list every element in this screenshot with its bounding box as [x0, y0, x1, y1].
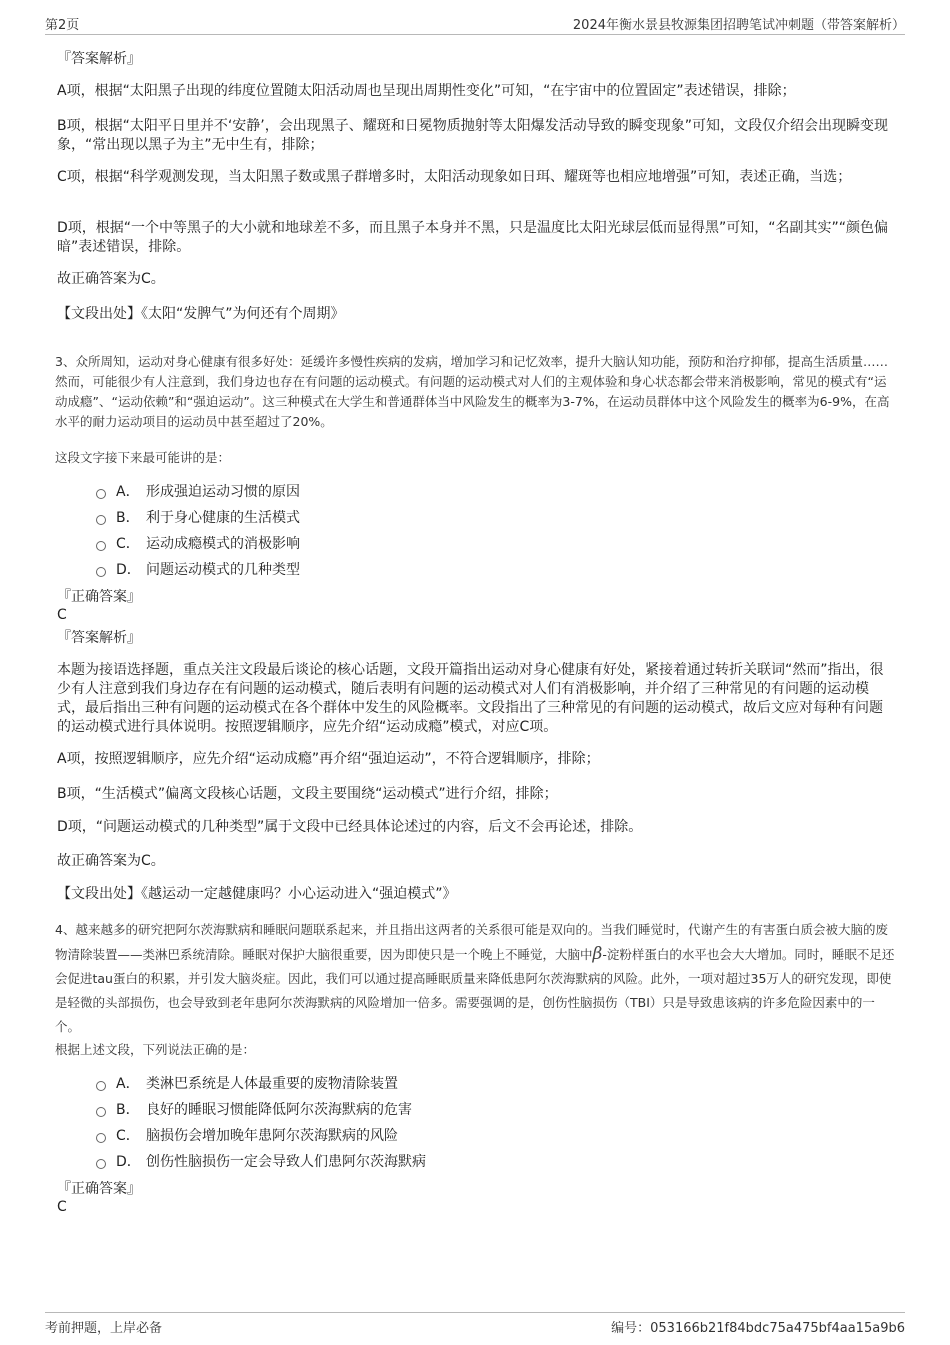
option-text: 利于身心健康的生活模式	[146, 510, 300, 526]
q4-stem-part2: -淀粉样蛋白的水平也会大大增加。同时，睡眠不足还会促进tau蛋白的积累，并引发大脑炎症。因此，我们可以通过提高睡眠质量来降低患阿尔茨海默病的风险。此外，一项对超过35万人的研究发现，即使是轻微的头部损伤，也会导致到老年患阿尔茨海默病的风险增加一倍多。需要强调的是，创伤性脑损伤（TBI）只是导致患该病的许多危险因素中的一个。	[55, 947, 895, 1034]
footer-slogan: 考前押题，上岸必备	[45, 1321, 163, 1336]
option-text: 良好的睡眠习惯能降低阿尔茨海默病的危害	[146, 1102, 412, 1118]
q4-option-d[interactable]	[96, 1152, 426, 1172]
option-text: 问题运动模式的几种类型	[146, 562, 300, 578]
q4-option-b[interactable]	[96, 1100, 412, 1120]
q3-option-d[interactable]	[96, 560, 300, 580]
q2-source: 【文段出处】《太阳“发脾气”为何还有个周期》	[57, 306, 345, 322]
footer-code	[611, 1317, 905, 1336]
radio-icon[interactable]	[96, 1159, 106, 1169]
page-number: 第2页	[45, 18, 80, 33]
q3-analysis-a: A项，按照逻辑顺序，应先介绍“运动成瘾”再介绍“强迫运动”，不符合逻辑顺序，排除；	[57, 751, 600, 767]
q3-option-b[interactable]	[96, 508, 300, 528]
q4-stem	[55, 918, 895, 1039]
q3-analysis: 本题为接语选择题，重点关注文段最后谈论的核心话题，文段开篇指出运动对身心健康有好处，紧接着通过转折关联词“然而”指出，很少有人注意到我们身边存在有问题的运动模式，随后表明有问题的运动模式对人们有消极影响，并介绍了三种常见的有问题的运动模式，最后指出三种有问题的运动模式在各个群体中发生的风险概率。文段指出了三种常见的有问题的运动模式，故后文应对每种有问题的运动模式进行具体说明。按照逻辑顺序，应先介绍“运动成瘾”模式，对应C项。	[57, 662, 884, 735]
radio-icon[interactable]	[96, 1133, 106, 1143]
q2-analysis-a: A项，根据“太阳黑子出现的纬度位置随太阳活动周也呈现出周期性变化”可知，“在宇宙中的位置固定”表述错误，排除；	[57, 83, 796, 99]
q3-source: 【文段出处】《越运动一定越健康吗？小心运动进入“强迫模式”》	[57, 886, 457, 902]
q2-analysis-d: D项，根据“一个中等黑子的大小就和地球差不多，而且黑子本身并不黑，只是温度比太阳光球层低而显得黑”可知，“名副其实”“颜色偏暗”表述错误，排除。	[57, 220, 889, 255]
option-key: D．	[116, 562, 141, 578]
option-text: 创伤性脑损伤一定会导致人们患阿尔茨海默病	[146, 1154, 426, 1170]
q4-answer-label: 『正确答案』	[57, 1181, 141, 1197]
radio-icon[interactable]	[96, 541, 106, 551]
footer-code-label: 编号：	[611, 1321, 651, 1336]
q4-option-c[interactable]	[96, 1126, 398, 1146]
option-text: 形成强迫运动习惯的原因	[146, 484, 300, 500]
q3-analysis-b: B项，“生活模式”偏离文段核心话题，文段主要围绕“运动模式”进行介绍，排除；	[57, 786, 558, 802]
q3-option-c[interactable]	[96, 534, 300, 554]
radio-icon[interactable]	[96, 489, 106, 499]
radio-icon[interactable]	[96, 1081, 106, 1091]
option-text: 类淋巴系统是人体最重要的废物清除装置	[146, 1076, 398, 1092]
option-text: 运动成瘾模式的消极影响	[146, 536, 300, 552]
q3-answer: C	[57, 607, 67, 623]
option-key: D．	[116, 1154, 141, 1170]
option-key: C．	[116, 1128, 140, 1144]
q3-conclusion: 故正确答案为C。	[57, 853, 165, 869]
q2-analysis-c: C项，根据“科学观测发现，当太阳黑子数或黑子群增多时，太阳活动现象如日珥、耀斑等也相应地增强”可知，表述正确，当选；	[57, 169, 852, 185]
q4-ask: 根据上述文段，下列说法正确的是：	[55, 1042, 256, 1057]
q3-stem: 3、众所周知，运动对身心健康有很多好处：延缓许多慢性疾病的发病，增加学习和记忆效率，提升大脑认知功能，预防和治疗抑郁，提高生活质量……然而，可能很少有人注意到，我们身边也存在有问题的运动模式。有问题的运动模式对人们的主观体验和身心状态都会带来消极影响，常见的模式有“运动成瘾”、“运动依赖”和“强迫运动”。这三种模式在大学生和普通群体当中风险发生的概率为3-7%，在运动员群体中这个风险发生的概率为6-9%，在高水平的耐力运动项目的运动员中甚至超过了20%。	[55, 354, 890, 429]
q3-ask: 这段文字接下来最可能讲的是：	[55, 450, 231, 465]
q3-option-a[interactable]	[96, 482, 300, 502]
footer-code-value: 053166b21f84bdc75a475bf4aa15a9b6	[650, 1321, 905, 1336]
option-key: C．	[116, 536, 140, 552]
option-key: A．	[116, 484, 140, 500]
q3-answer-label: 『正确答案』	[57, 589, 141, 605]
q3-analysis-d: D项，“问题运动模式的几种类型”属于文段中已经具体论述过的内容，后文不会再论述，排除。	[57, 819, 643, 835]
q2-analysis-b: B项，根据“太阳平日里并不‘安静’，会出现黑子、耀斑和日冕物质抛射等太阳爆发活动导致的瞬变现象”可知，文段仅介绍会出现瞬变现象，“常出现以黑子为主”无中生有，排除；	[57, 118, 889, 153]
document-title: 2024年衡水景县牧源集团招聘笔试冲刺题（带答案解析）	[572, 18, 905, 33]
option-key: B．	[116, 510, 140, 526]
option-text: 脑损伤会增加晚年患阿尔茨海默病的风险	[146, 1128, 398, 1144]
beta-symbol: β	[592, 944, 603, 964]
q4-stem-part1: 4、越来越多的研究把阿尔茨海默病和睡眠问题联系起来，并且指出这两者的关系很可能是双向的。当我们睡觉时，代谢产生的有害蛋白质会被大脑的废物清除装置——类淋巴系统清除。睡眠对保护大脑很重要，因为即使只是一个晚上不睡觉，大脑中	[55, 922, 888, 962]
radio-icon[interactable]	[96, 1107, 106, 1117]
q3-analysis-label: 『答案解析』	[57, 630, 141, 646]
q2-analysis-label: 『答案解析』	[57, 51, 141, 67]
q4-answer: C	[57, 1199, 67, 1215]
radio-icon[interactable]	[96, 567, 106, 577]
radio-icon[interactable]	[96, 515, 106, 525]
page-header	[45, 14, 905, 35]
q4-option-a[interactable]	[96, 1074, 398, 1094]
page-footer	[45, 1312, 905, 1337]
option-key: B．	[116, 1102, 140, 1118]
option-key: A．	[116, 1076, 140, 1092]
q2-conclusion: 故正确答案为C。	[57, 271, 165, 287]
